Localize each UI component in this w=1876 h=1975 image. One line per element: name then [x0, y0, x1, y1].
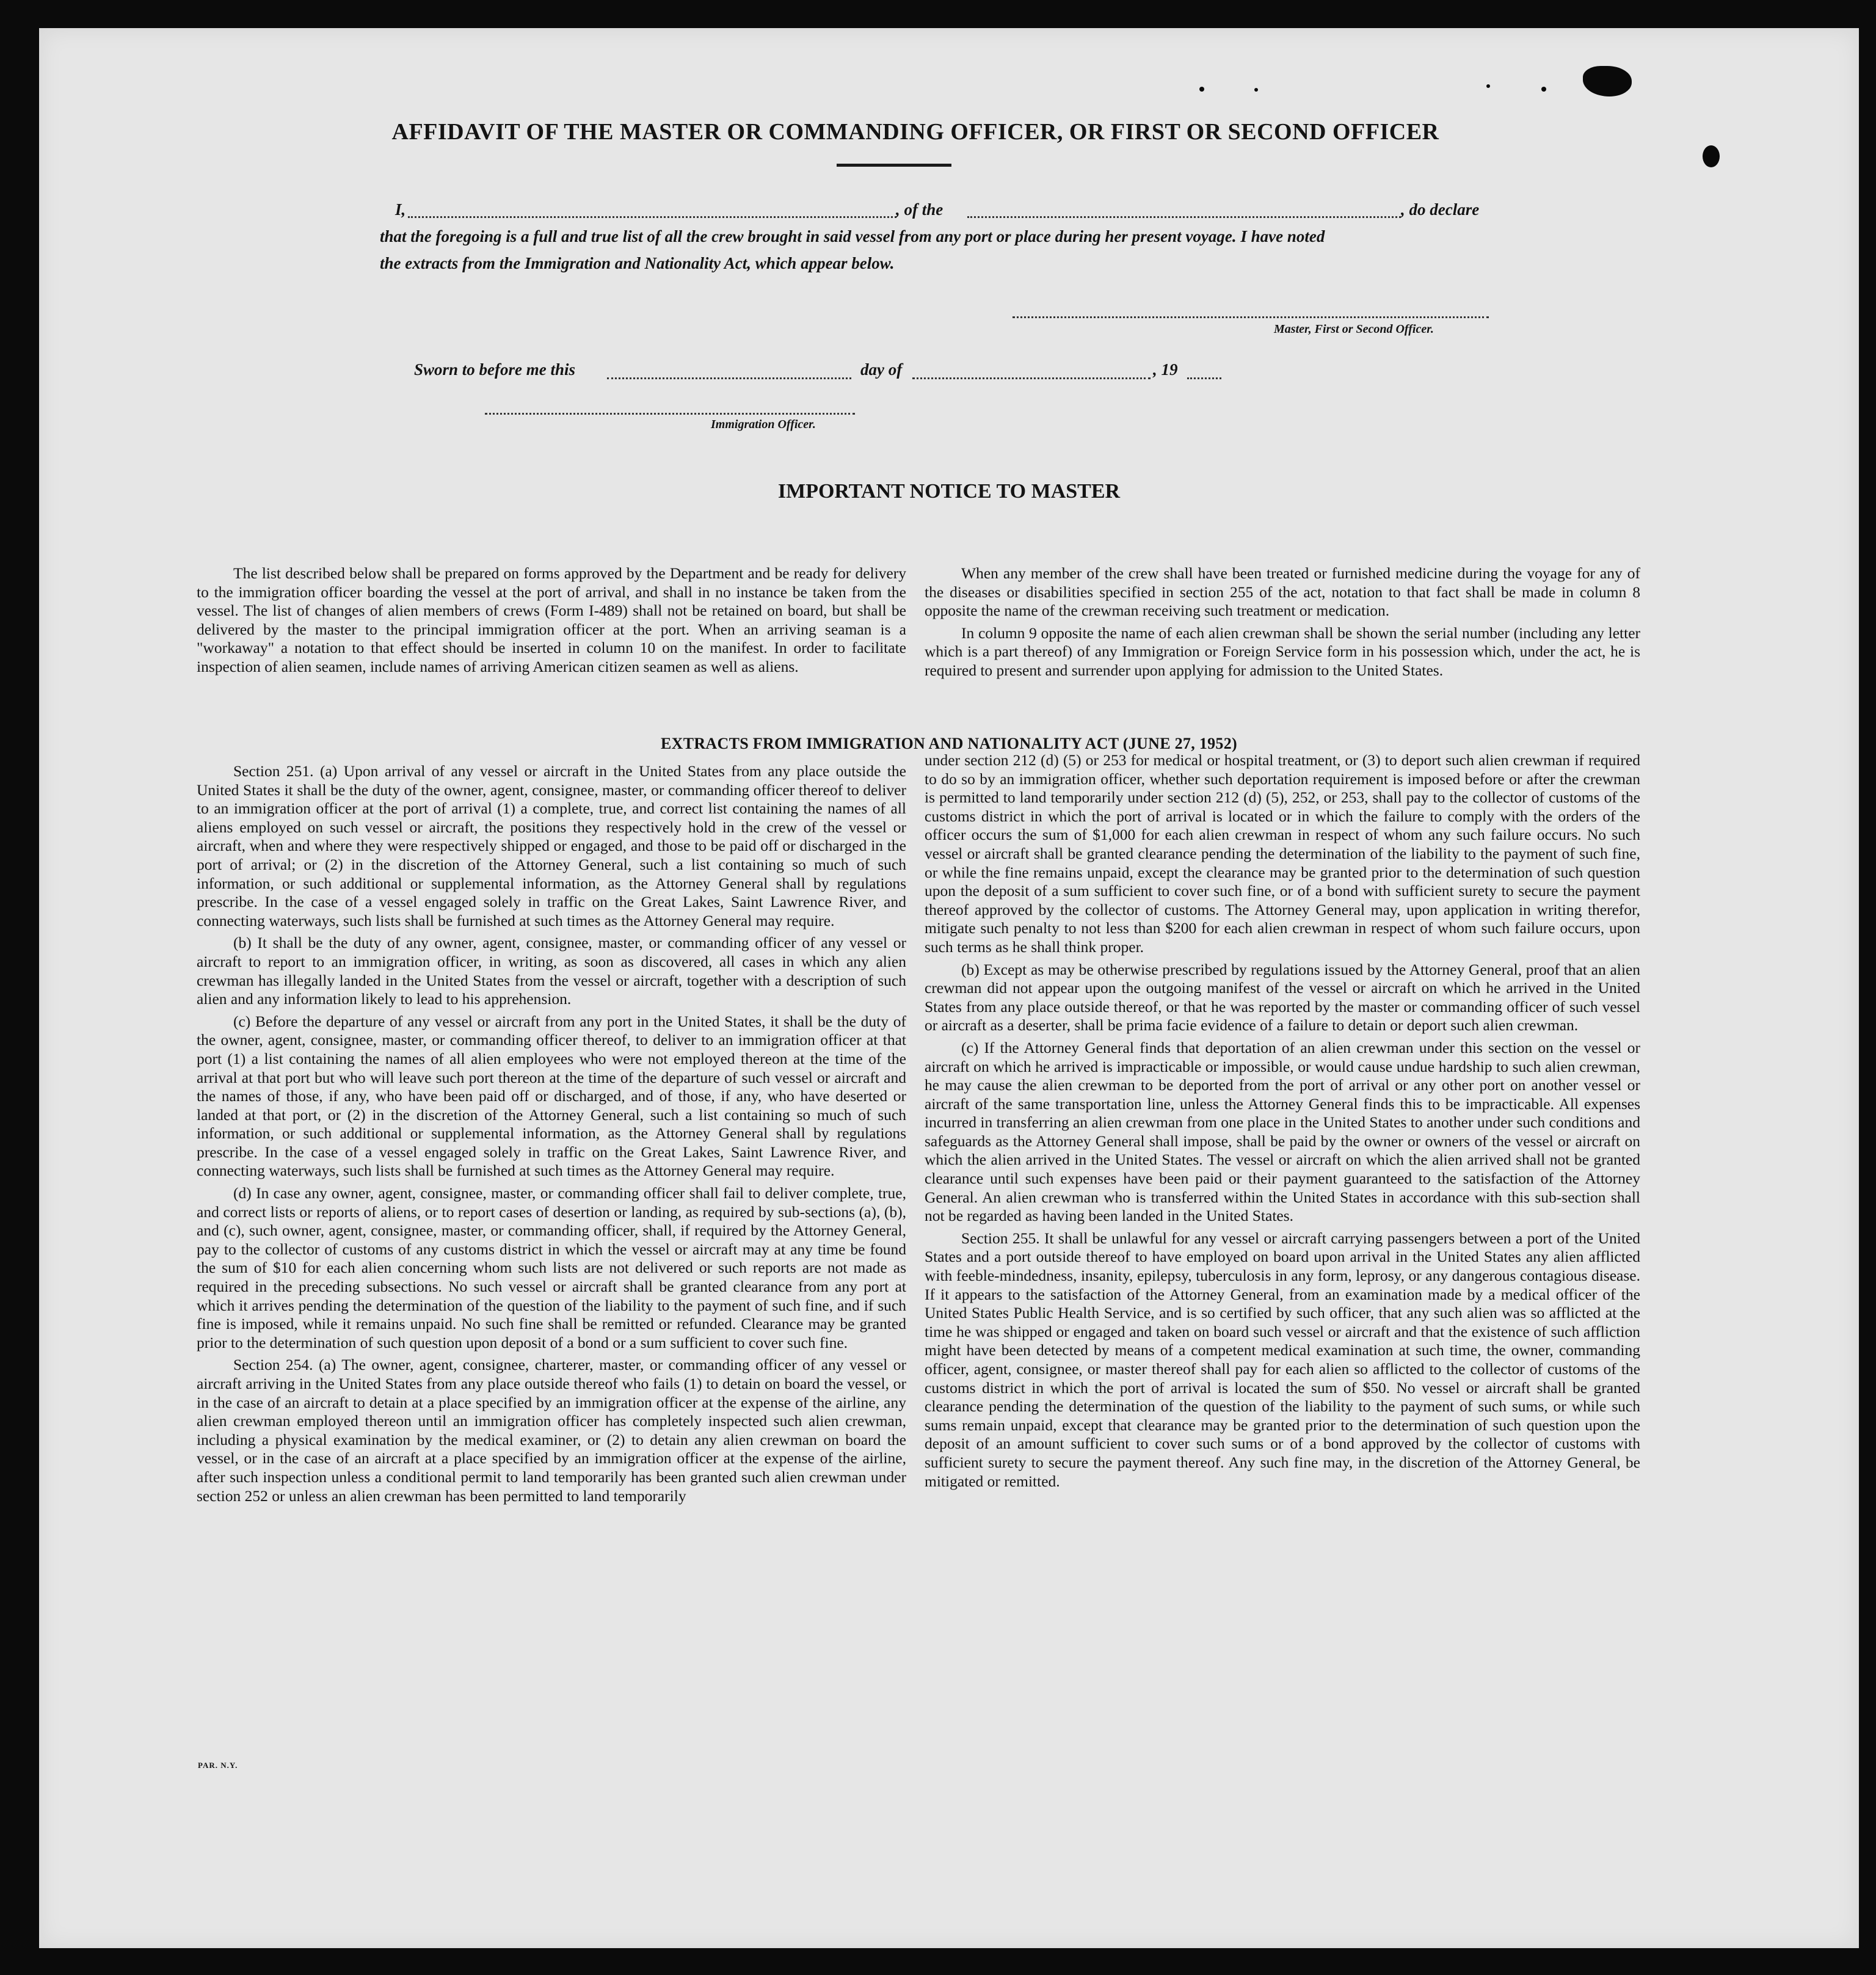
extracts-title: EXTRACTS FROM IMMIGRATION AND NATIONALITY ACT (JUNE 27, 1952) — [660, 735, 1237, 752]
officer-signature-line[interactable] — [485, 413, 855, 415]
section-paragraph: (d) In case any owner, agent, consignee, master, or commanding officer shall fail to deliver complete, true, and correct lists or reports of aliens, or to report cases of desertion or landing, as required by sub-sections (a), (b), and (c), such owner, agent, consignee, master, or commanding officer, shall, if required by the Attorney General, pay to the collector of customs of any customs district in which the vessel or aircraft may at any time be found the sum of $10 for each alien concerning whom such lists are not delivered or such reports are not made as required in the preceding subsections. No such vessel or aircraft shall be granted clearance from any port at which it arrives pending the determination of the question of the liability to the payment of such fine, and if such fine is imposed, while it remains unpaid. No such fine shall be remitted or refunded. Clearance may be granted prior to the determination of such question upon deposit of a bond or a sum sufficient to cover such fine. — [197, 1184, 906, 1351]
section-paragraph: (c) If the Attorney General finds that deportation of an alien crewman under this section on the vessel or aircraft on which he arrived is impracticable or impossible, or would cause undue hardship to such alien crewman, he may cause the alien crewman to be deported from the port of arrival or any other port on another vessel or aircraft of the same transportation line, unless the Attorney General finds this to be impracticable. All expenses incurred in transferring an alien crewman from one place in the United States to another under such conditions and safeguards as the Attorney General shall impose, shall be paid by the owner or owners of the vessel or aircraft on which the alien arrived in the United States. The vessel or aircraft on which the alien arrived shall not be granted clearance until such expenses have been paid or their payment guaranteed to the satisfaction of the Attorney General. An alien crewman who is transferred within the United States in accordance with this sub-section shall not be regarded as having been landed in the United States. — [925, 1038, 1640, 1225]
extracts-right-column — [925, 751, 1640, 1494]
section-paragraph: (b) Except as may be otherwise prescribed by regulations issued by the Attorney General, proof that an alien crewman did not appear upon the outgoing manifest of the vessel or aircraft on which he arrived in the United States from any place outside thereof, or that he was reported by the master or commanding officer of such vessel or aircraft as a deserter, shall be prima facie evidence of a failure to detain or deport such alien crewman. — [925, 960, 1640, 1035]
sworn-month-blank[interactable] — [912, 377, 1151, 379]
day-of-label: day of — [860, 360, 903, 379]
sworn-day-blank[interactable] — [607, 377, 851, 379]
form-page — [39, 28, 1859, 1948]
notice-left-column — [197, 564, 906, 680]
notice-paragraph: In column 9 opposite the name of each alien crewman shall be shown the serial number (including any letter which is a part thereof) of any Immigration or Foreign Service form in his possession which, under the act, he is required to present and surrender upon applying for admission to the United States. — [925, 624, 1640, 679]
section-paragraph: (b) It shall be the duty of any owner, agent, consignee, master, or commanding officer of any vessel or aircraft to report to an immigration officer, in writing, as soon as discovered, all cases in which any alien crewman has illegally landed in the United States from the vessel or aircraft, together with a description of such alien and any information likely to lead to his apprehension. — [197, 934, 906, 1008]
speck — [1199, 87, 1204, 92]
sworn-label: Sworn to before me this — [414, 360, 576, 379]
declaration-of-the: , of the — [896, 200, 943, 219]
speck — [1541, 87, 1546, 92]
affidavit-title: AFFIDAVIT OF THE MASTER OR COMMANDING OFFICER, OR FIRST OR SECOND OFFICER — [391, 119, 1439, 145]
declaration-text-1: that the foregoing is a full and true list of all the crew brought in said vessel from any port or place during her present voyage. I have noted — [380, 227, 1325, 246]
declaration-text-2: the extracts from the Immigration and Nationality Act, which appear below. — [380, 254, 895, 272]
speck — [1254, 88, 1258, 92]
extracts-left-column — [197, 762, 906, 1509]
declaration-do-declare: , do declare — [1401, 200, 1480, 219]
notice-paragraph: When any member of the crew shall have been treated or furnished medicine during the voyage for any of the diseases or disabilities specified in section 255 of the act, notation to that fact shall be made in column 8 opposite the name of the crewman receiving such treatment or medication. — [925, 564, 1640, 620]
year-label: , 19 — [1153, 360, 1178, 379]
section-paragraph: (c) Before the departure of any vessel or aircraft from any port in the United States, it shall be the duty of the owner, agent, consignee, master, or commanding officer thereof, to deliver to an immigration officer at that port (1) a list containing the names of all alien employees who were not employed thereon at the time of the arrival at that port but who will leave such port thereon at the time of the departure of such vessel or aircraft and the names of those, if any, who have been paid off or discharged, and of those, if any, who have deserted or landed at that port, or (2) in the discretion of the Attorney General, such a list containing so much of such information, or such additional or supplemental information, as the Attorney General shall by regulations prescribe. In the case of a vessel engaged solely in traffic on the Great Lakes, Saint Lawrence River, and connecting waterways, such lists shall be furnished at such times as the Attorney General may require. — [197, 1012, 906, 1180]
notice-paragraph: The list described below shall be prepared on forms approved by the Department and be ready for delivery to the immigration officer boarding the vessel at the port of arrival, and shall in no instance be taken from the vessel. The list of changes of alien members of crews (Form I-489) shall not be retained on board, but shall be delivered by the master to the principal immigration officer at the port. When an arriving seaman is a "workaway" a notation to that effect should be inserted in column 10 on the manifest. In order to facilitate inspection of alien seamen, include names of arriving American citizen seamen as well as aliens. — [197, 564, 906, 675]
printer-mark: PAR. N.Y. — [198, 1761, 238, 1770]
ink-mark — [1703, 145, 1720, 167]
speck — [1486, 84, 1490, 88]
section-paragraph: Section 254. (a) The owner, agent, consignee, charterer, master, or commanding officer of any vessel or aircraft arriving in the United States from any place outside thereof who fails (1) to detain on board the vessel, or in the case of an aircraft to detain at a place specified by an immigration officer at the expense of the airline, any alien crewman employed thereon until an immigration officer has completely inspected such alien crewman, including a physical examination by the medical examiner, or (2) to detain any alien crewman on board the vessel, or in the case of an aircraft at a place specified by an immigration officer at the expense of the airline, after such inspection unless a conditional permit to land temporarily has been granted such alien crewman under section 252 or unless an alien crewman has been permitted to land temporarily — [197, 1356, 906, 1505]
officer-signature-caption: Immigration Officer. — [711, 418, 816, 431]
declaration-i: I, — [395, 200, 406, 219]
section-paragraph: under section 212 (d) (5) or 253 for medical or hospital treatment, or (3) to deport such alien crewman if required to do so by an immigration officer, whether such deportation requirement is imposed before or after the crewman is permitted to land temporarily under section 212 (d) (5), 252, or 253, shall pay to the collector of customs of the customs district in which the port of arrival is located or in which the failure to comply with the orders of the officer occurs the sum of $1,000 for each alien crewman in respect of whom any such failure occurs. No such vessel or aircraft shall be granted clearance pending the determination of the liability to the payment of such fine, or while the fine remains unpaid, except the clearance may be granted prior to the determination of such question upon the deposit of a sum sufficient to cover such fine, or of a bond with sufficient surety to secure the payment thereof approved by the collector of customs. The Attorney General may, upon application in writing therefor, mitigate such penalty to not less than $200 for each alien crewman in respect of whom such failure occurs, upon such terms as he shall think proper. — [925, 751, 1640, 956]
section-paragraph: Section 251. (a) Upon arrival of any vessel or aircraft in the United States from any place outside the United States it shall be the duty of the owner, agent, consignee, master, or commanding officer thereof to deliver to an immigration officer at the port of arrival (1) a complete, true, and correct list containing the names of all aliens employed on such vessel or aircraft, the positions they respectively hold in the crew of the vessel or aircraft, when and where they were respectively shipped or engaged, and those to be paid off or discharged in the port of arrival; or (2) in the discretion of the Attorney General, such a list containing so much of such information, or such additional or supplemental information, as the Attorney General shall by regulations prescribe. In the case of a vessel engaged solely in traffic on the Great Lakes, Saint Lawrence River, and connecting waterways, such lists shall be furnished at such times as the Attorney General may require. — [197, 762, 906, 929]
title-rule — [837, 164, 951, 167]
sworn-year-blank[interactable] — [1187, 377, 1221, 379]
notice-right-column — [925, 564, 1640, 684]
vessel-blank[interactable] — [967, 216, 1401, 218]
section-paragraph: Section 255. It shall be unlawful for any vessel or aircraft carrying passengers between a port of the United States and a port outside thereof to have employed on board upon arrival in the United States any alien afflicted with feeble-mindedness, insanity, epilepsy, tuberculosis in any form, leprosy, or any dangerous contagious disease. If it appears to the satisfaction of the Attorney General, from an examination made by a medical officer of the United States Public Health Service, and is so certified by such officer, that any such alien was so afflicted at the time he was shipped or engaged and taken on board such vessel or aircraft and that the existence of such affliction might have been detected by means of a competent medical examination at such time, the owner, commanding officer, agent, consignee, or master thereof shall pay for each alien so afflicted to the collector of customs of the customs district in which the port of arrival is located the sum of $50. No vessel or aircraft shall be granted clearance pending the determination of the question of the liability to the payment of such sums, or while such sums remain unpaid, except that clearance may be granted prior to the determination of such question upon the deposit of an amount sufficient to cover such sums or of a bond approved by the collector of customs with sufficient surety to secure the payment thereof. Any such fine may, in the discretion of the Attorney General, be mitigated or remitted. — [925, 1229, 1640, 1490]
name-blank[interactable] — [408, 216, 896, 218]
master-signature-caption: Master, First or Second Officer. — [1274, 322, 1434, 336]
master-signature-line[interactable] — [1013, 316, 1489, 318]
notice-title: IMPORTANT NOTICE TO MASTER — [777, 480, 1121, 503]
ink-blot — [1583, 66, 1632, 96]
